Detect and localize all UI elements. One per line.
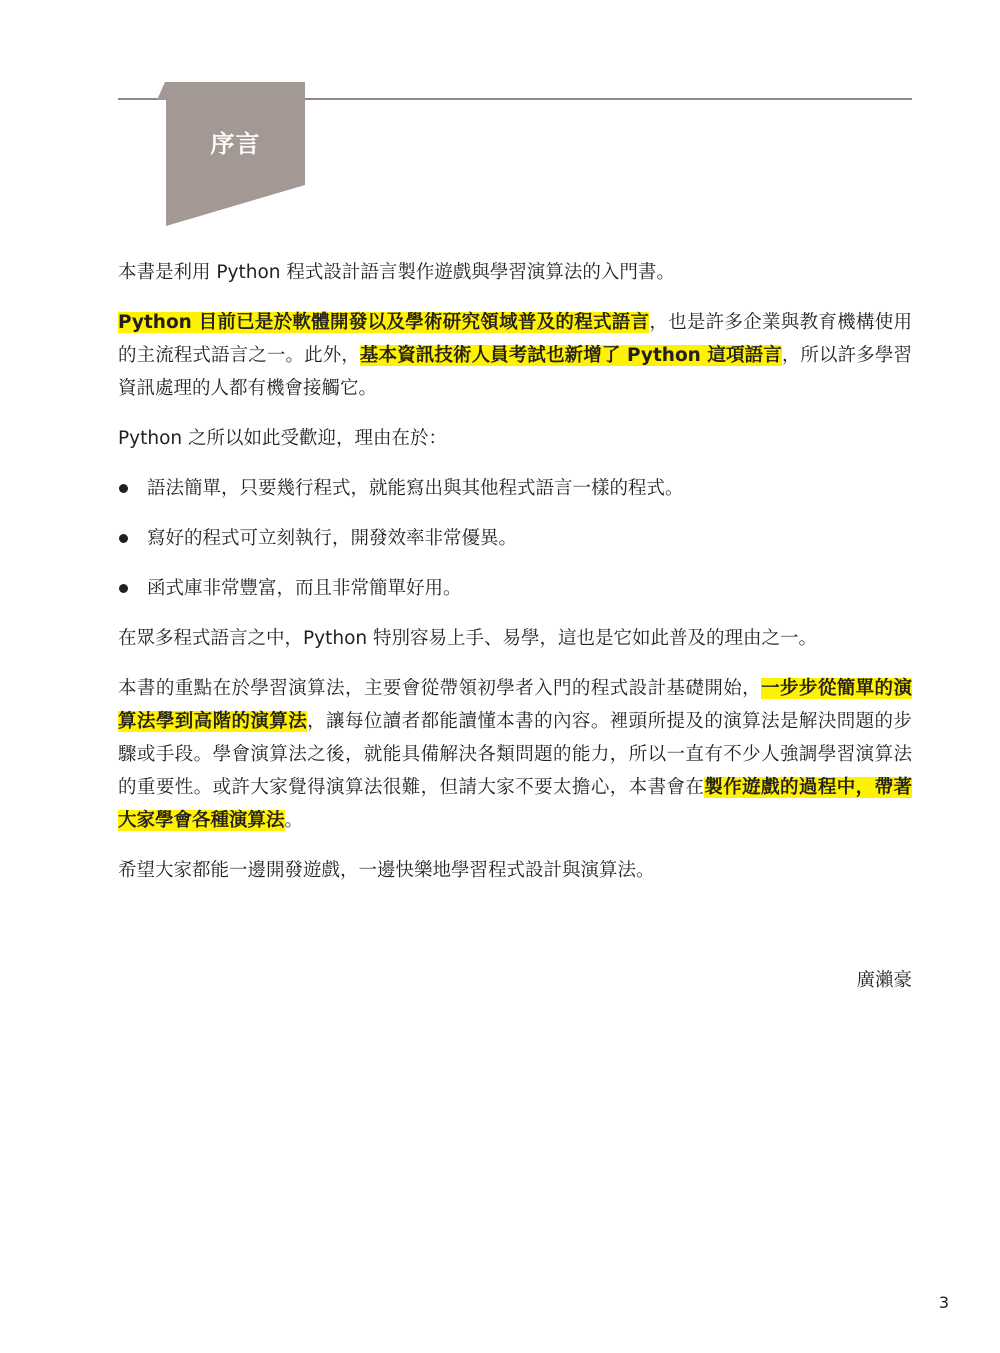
list-item [118,522,912,555]
chapter-tab [157,82,305,226]
list-item-text: 語法簡單，只要幾行程式，就能寫出與其他程式語言一樣的程式。 [147,478,684,499]
page-number: 3 [938,1293,949,1312]
reasons-list [118,472,912,605]
list-item-text: 寫好的程式可立刻執行，開發效率非常優異。 [147,528,518,549]
chapter-title: 序言 [210,130,261,158]
body-text: ，也是許多企業與教育機構使用的主流程式語言之一。此外， [118,312,912,366]
paragraph-reasons-intro: Python 之所以如此受歡迎，理由在於： [118,428,448,449]
author-signature: 廣瀨豪 [856,970,912,991]
paragraph-closing: 希望大家都能一邊開發遊戲，一邊快樂地學習程式設計與演算法。 [118,860,655,881]
paragraph-intro: 本書是利用 Python 程式設計語言製作遊戲與學習演算法的入門書。 [118,262,675,283]
body-text: 。 [284,810,304,831]
highlight-text: 製作遊戲的過程中，帶著大家學會各種演算法 [118,777,912,831]
highlight-text: Python 目前已是於軟體開發以及學術研究領域普及的程式語言 [118,312,650,333]
highlight-text: 一步步從簡單的演算法學到高階的演算法 [118,678,912,732]
highlight-text: 基本資訊技術人員考試也新增了 Python 這項語言 [359,345,782,366]
body-text: ，讓每位讀者都能讀懂本書的內容。裡頭所提及的演算法是解決問題的步驟或手段。學會演算法之後，就能具備解決各類問題的能力，所以一直有不少人強調學習演算法的重要性。或許大家覺得演算法很難，但請大家不要太擔心，本書會在 [118,711,912,798]
list-item-text: 函式庫非常豐富，而且非常簡單好用。 [147,578,462,599]
body-text: ，所以許多學習資訊處理的人都有機會接觸它。 [118,345,912,399]
paragraph-easy-to-learn: 在眾多程式語言之中，Python 特別容易上手、易學，這也是它如此普及的理由之一。 [118,628,818,649]
bullet-icon [119,534,128,543]
paragraph-algorithms [118,672,912,837]
body-text: 本書的重點在於學習演算法，主要會從帶領初學者入門的程式設計基礎開始， [118,678,762,699]
list-item [118,472,912,505]
bullet-icon [119,484,128,493]
paragraph-python-popularity [118,306,912,405]
preface-body [118,256,912,904]
bullet-icon [119,584,128,593]
list-item [118,572,912,605]
